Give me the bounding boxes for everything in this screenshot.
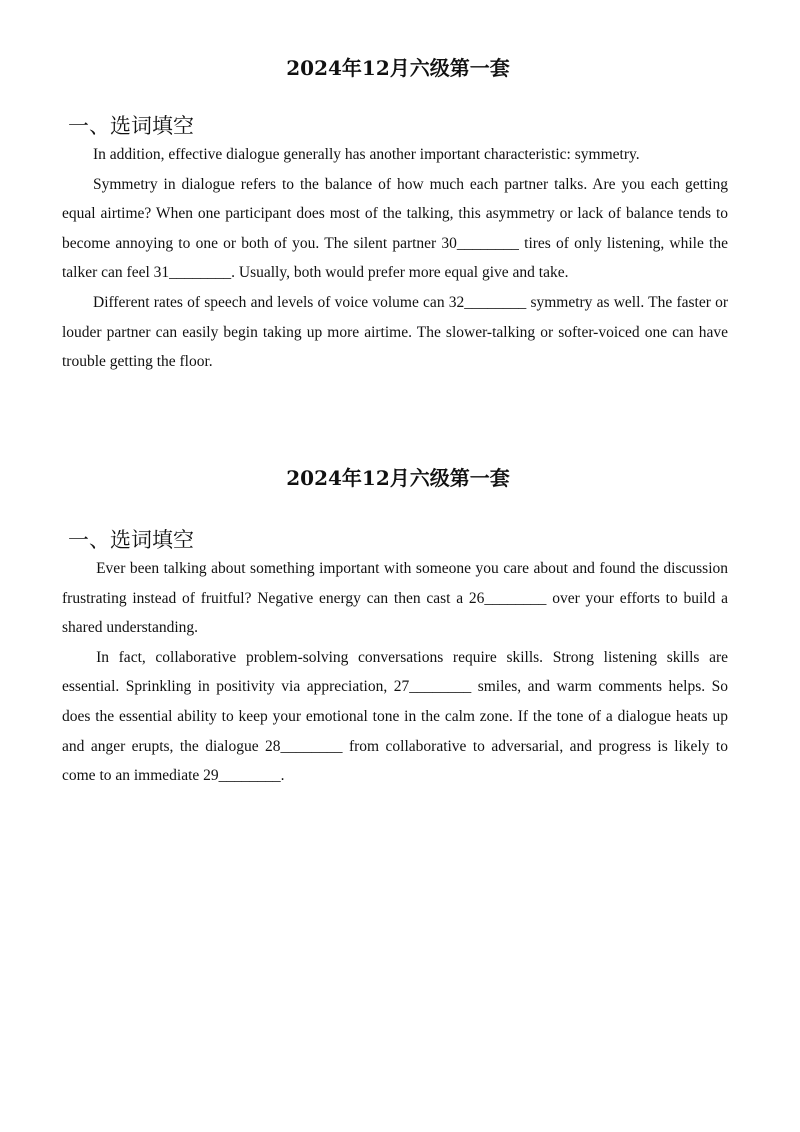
- document-title: 2024年12月六级第一套: [286, 56, 510, 80]
- passage-paragraph: In addition, effective dialogue generally has another important characteristic: symmetry.: [93, 146, 640, 163]
- passage-paragraph: Different rates of speech and levels of voice volume can 32________ symmetry as well. The faster or louder partner can easily begin taking up more airtime. The slower-talking or softer-voiced one can have trouble getting the floor.: [62, 293, 728, 371]
- passage-paragraph: In fact, collaborative problem-solving conversations require skills. Strong listening skills are essential. Sprinkling in positivity via appreciation, 27________ smiles, and warm comments helps. So does the essential ability to keep your emotional tone in the calm zone. If the tone of a dialogue heats up and anger erupts, the dialogue 28________ from collaborative to adversarial, and progress is likely to come to an immediate 29________.: [62, 648, 728, 785]
- passage-paragraph: Symmetry in dialogue refers to the balance of how much each partner talks. Are you each getting equal airtime? When one participant does most of the talking, this asymmetry or lack of balance tends to become annoying to one or both of you. The silent partner 30________ tires of only listening, while the talker can feel 31________. Usually, both would prefer more equal give and take.: [62, 175, 728, 282]
- exercise-section-1: [62, 52, 728, 377]
- document-title: 2024年12月六级第一套: [286, 466, 510, 490]
- section-heading: 一、选词填空: [68, 114, 194, 138]
- exercise-section-2: [62, 462, 728, 791]
- section-heading: 一、选词填空: [68, 528, 194, 552]
- passage-paragraph: Ever been talking about something important with someone you care about and found the discussion frustrating instead of fruitful? Negative energy can then cast a 26________ over your efforts to build a shared understanding.: [62, 560, 728, 637]
